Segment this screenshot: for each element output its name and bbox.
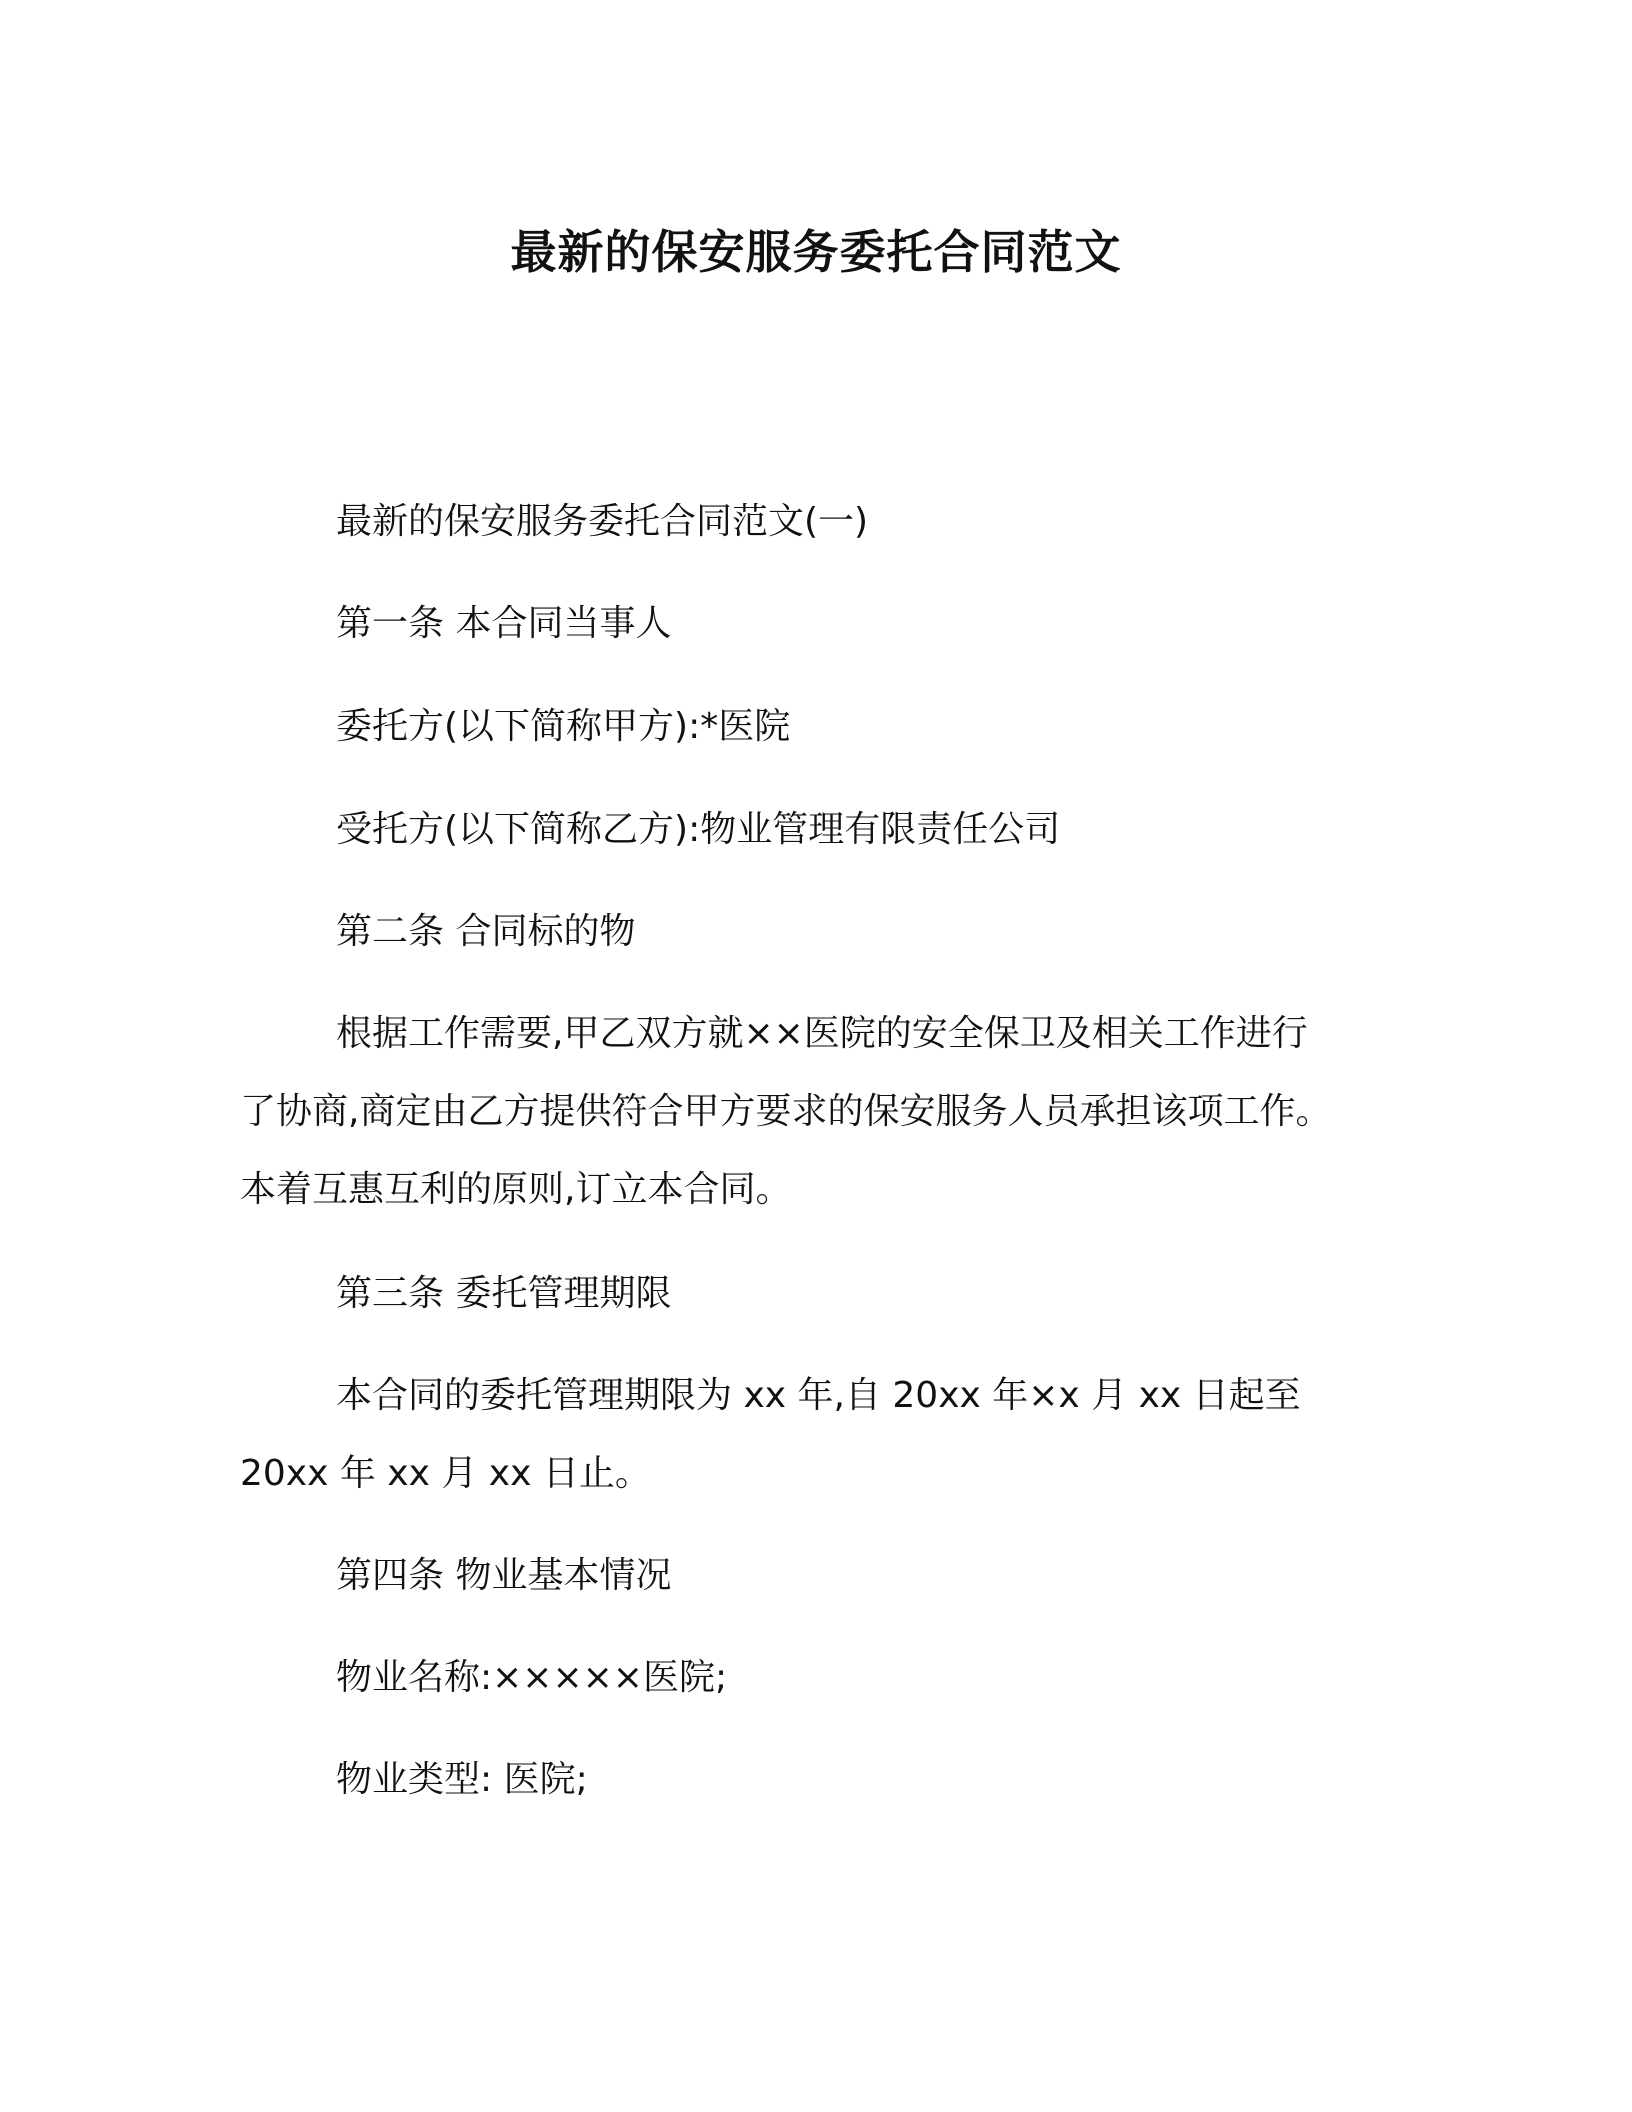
document-title: 最新的保安服务委托合同范文: [510, 225, 1122, 279]
paragraph-line: 本着互惠互利的原则,订立本合同。: [240, 1169, 792, 1210]
paragraph-line: 根据工作需要,甲乙双方就××医院的安全保卫及相关工作进行: [336, 1013, 1308, 1054]
paragraph-line: 20xx 年 xx 月 xx 日止。: [240, 1453, 651, 1494]
paragraph-line: 本合同的委托管理期限为 xx 年,自 20xx 年×x 月 xx 日起至: [336, 1375, 1301, 1416]
paragraph-line: 了协商,商定由乙方提供符合甲方要求的保安服务人员承担该项工作。: [240, 1091, 1332, 1132]
paragraph-line: 物业名称:×××××医院;: [336, 1657, 728, 1698]
article-heading: 第一条 本合同当事人: [336, 603, 672, 644]
paragraph-line: 委托方(以下简称甲方):*医院: [336, 706, 791, 747]
article-heading: 第二条 合同标的物: [336, 911, 636, 952]
paragraph-line: 受托方(以下简称乙方):物业管理有限责任公司: [336, 809, 1061, 850]
article-heading: 第三条 委托管理期限: [336, 1273, 672, 1314]
paragraph-line: 物业类型: 医院;: [336, 1759, 588, 1800]
article-heading: 第四条 物业基本情况: [336, 1555, 672, 1596]
section-heading: 最新的保安服务委托合同范文(一): [336, 501, 869, 542]
